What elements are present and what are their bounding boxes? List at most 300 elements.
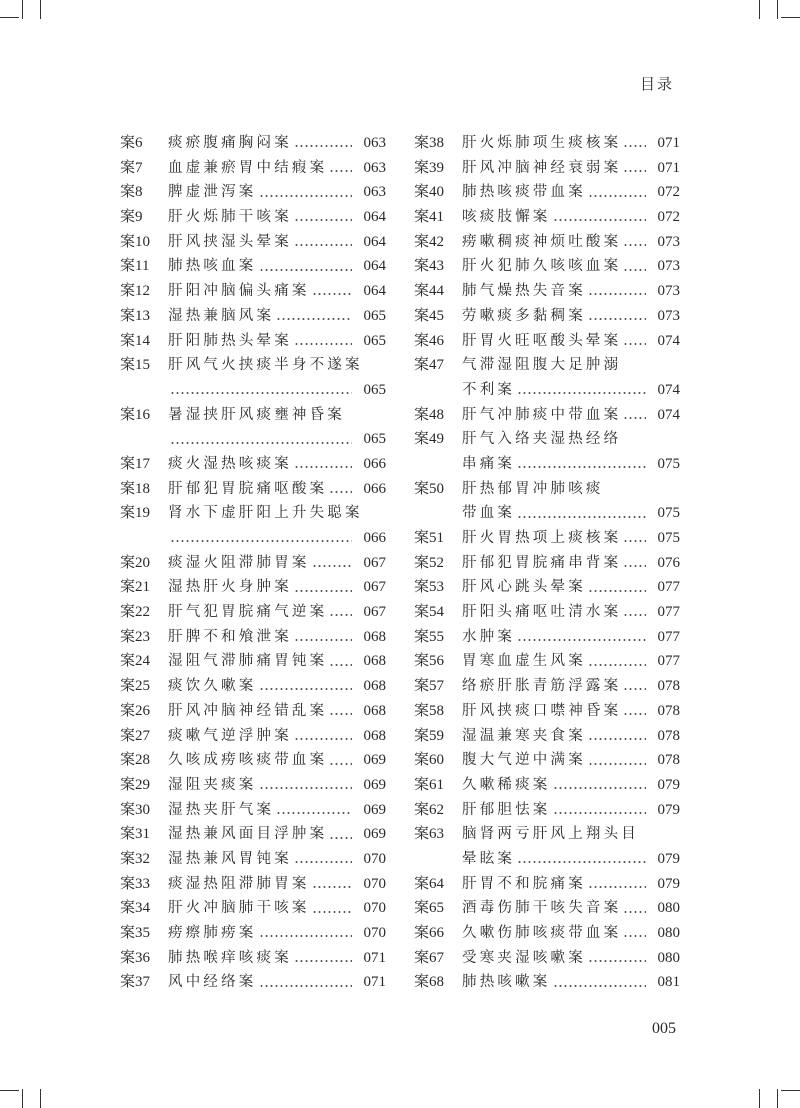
case-number: 案51 bbox=[414, 530, 445, 546]
toc-entry[interactable] bbox=[120, 822, 386, 847]
toc-entry[interactable] bbox=[120, 131, 386, 156]
dot-leader bbox=[588, 664, 646, 666]
toc-entry[interactable] bbox=[414, 625, 680, 650]
case-title: 咳痰肢懈案 bbox=[462, 209, 551, 226]
toc-entry[interactable] bbox=[414, 575, 680, 600]
toc-entry[interactable] bbox=[414, 156, 680, 181]
toc-entry[interactable] bbox=[120, 847, 386, 872]
case-title: 湿热兼脑风案 bbox=[168, 307, 275, 324]
page-ref: 065 bbox=[363, 431, 386, 448]
case-title: 肝郁胆怯案 bbox=[462, 801, 551, 818]
page-ref: 065 bbox=[363, 381, 386, 398]
case-number: 案7 bbox=[120, 159, 143, 176]
page-ref: 073 bbox=[657, 283, 680, 300]
dot-leader bbox=[170, 540, 352, 542]
dot-leader bbox=[312, 886, 352, 888]
case-title: 肝阳冲脑偏头痛案 bbox=[168, 283, 310, 300]
case-number: 案29 bbox=[120, 776, 151, 793]
toc-entry[interactable] bbox=[414, 896, 680, 921]
toc-entry[interactable] bbox=[414, 304, 680, 329]
toc-entry[interactable] bbox=[414, 946, 680, 971]
toc-entry[interactable] bbox=[414, 773, 680, 798]
page-ref: 071 bbox=[657, 159, 680, 176]
case-number: 案31 bbox=[120, 826, 151, 843]
page-ref: 070 bbox=[363, 850, 386, 867]
page-ref: 077 bbox=[657, 628, 680, 645]
toc-column-left bbox=[120, 131, 386, 995]
case-title: 肝气入络夹湿热经络 bbox=[462, 431, 622, 448]
toc-entry[interactable] bbox=[414, 131, 680, 156]
toc-entry-line bbox=[120, 724, 386, 749]
dot-leader bbox=[259, 688, 353, 690]
page-ref: 066 bbox=[363, 455, 386, 472]
dot-leader bbox=[623, 343, 646, 345]
case-title: 痰瘀腹痛胸闷案 bbox=[168, 135, 292, 151]
case-number: 案59 bbox=[414, 727, 445, 744]
toc-entry[interactable] bbox=[120, 649, 386, 674]
dot-leader bbox=[294, 738, 352, 740]
dot-leader bbox=[623, 614, 646, 616]
case-number: 案36 bbox=[120, 949, 151, 966]
toc-entry[interactable] bbox=[120, 452, 386, 477]
toc-entry-line bbox=[120, 649, 386, 674]
dot-leader bbox=[259, 195, 353, 197]
dot-leader bbox=[623, 170, 646, 172]
page-ref: 065 bbox=[363, 332, 386, 349]
crop-mark bbox=[40, 1089, 41, 1108]
dot-leader bbox=[294, 343, 352, 345]
dot-leader bbox=[170, 392, 352, 394]
case-number: 案14 bbox=[120, 332, 151, 349]
toc-entry-line bbox=[120, 131, 386, 156]
toc-entry[interactable] bbox=[120, 304, 386, 329]
toc-entry-line bbox=[414, 279, 680, 304]
case-number: 案68 bbox=[414, 974, 445, 991]
case-number: 案61 bbox=[414, 776, 445, 793]
page-ref: 081 bbox=[657, 974, 680, 991]
page-ref: 076 bbox=[657, 554, 680, 571]
case-number: 案21 bbox=[120, 579, 151, 596]
dot-leader bbox=[517, 639, 646, 641]
case-title: 肝阳头痛呕吐清水案 bbox=[462, 604, 622, 621]
case-number: 案22 bbox=[120, 604, 151, 621]
toc-entry[interactable] bbox=[120, 477, 386, 502]
toc-entry[interactable] bbox=[414, 353, 680, 402]
case-number: 案66 bbox=[414, 925, 445, 941]
dot-leader bbox=[312, 911, 352, 913]
toc-entry-line bbox=[120, 847, 386, 872]
case-number: 案28 bbox=[120, 752, 151, 769]
case-number: 案24 bbox=[120, 653, 151, 670]
case-number: 案30 bbox=[120, 801, 151, 818]
page-number: 005 bbox=[652, 1020, 676, 1037]
case-title: 久咳成痨咳痰带血案 bbox=[168, 752, 328, 769]
case-title: 肾水下虚肝阳上升失聪案 bbox=[168, 505, 363, 522]
dot-leader bbox=[259, 985, 353, 987]
dot-leader bbox=[623, 145, 646, 147]
toc-entry[interactable] bbox=[120, 798, 386, 823]
toc-entry[interactable] bbox=[120, 896, 386, 921]
toc-entry-line bbox=[414, 600, 680, 625]
crop-mark bbox=[759, 1089, 760, 1108]
case-number: 案52 bbox=[414, 554, 445, 571]
dot-leader bbox=[329, 664, 352, 666]
page-ref: 075 bbox=[657, 505, 680, 522]
page-ref: 068 bbox=[363, 727, 386, 744]
toc-entry[interactable] bbox=[120, 180, 386, 205]
toc-entry-line bbox=[414, 946, 680, 971]
toc-entry[interactable] bbox=[414, 822, 680, 871]
toc-entry[interactable] bbox=[414, 699, 680, 724]
toc-entry-line bbox=[414, 872, 680, 897]
toc-entry-line bbox=[414, 921, 680, 946]
page-ref: 066 bbox=[363, 480, 386, 497]
toc-entry[interactable] bbox=[120, 625, 386, 650]
toc-entry-line bbox=[414, 329, 680, 354]
toc-entry[interactable] bbox=[414, 970, 680, 995]
page-ref: 068 bbox=[363, 702, 386, 719]
dot-leader bbox=[517, 861, 646, 863]
toc-entry[interactable] bbox=[414, 477, 680, 526]
page-ref: 068 bbox=[363, 653, 386, 670]
case-number: 案60 bbox=[414, 752, 445, 769]
case-number: 案25 bbox=[120, 678, 151, 695]
dot-leader bbox=[623, 244, 646, 246]
page-ref: 069 bbox=[363, 801, 386, 818]
page-ref: 070 bbox=[363, 900, 386, 917]
case-number: 案27 bbox=[120, 727, 151, 744]
page-ref: 075 bbox=[657, 530, 680, 546]
toc-entry[interactable] bbox=[120, 279, 386, 304]
case-number: 案32 bbox=[120, 850, 151, 867]
toc-entry-line bbox=[120, 304, 386, 329]
toc-entry[interactable] bbox=[414, 649, 680, 674]
dot-leader bbox=[553, 812, 647, 814]
toc-entry[interactable] bbox=[414, 526, 680, 551]
page-ref: 078 bbox=[657, 727, 680, 744]
case-title: 肝胃不和脘痛案 bbox=[462, 875, 586, 892]
toc-entry-line bbox=[120, 921, 386, 946]
case-number: 案53 bbox=[414, 579, 445, 596]
case-title: 久嗽伤肺咳痰带血案 bbox=[462, 925, 622, 941]
case-title: 暑湿挟肝风痰壅神昏案 bbox=[168, 406, 345, 423]
case-number: 案50 bbox=[414, 480, 445, 497]
case-number: 案15 bbox=[120, 357, 151, 374]
page-ref: 073 bbox=[657, 307, 680, 324]
dot-leader bbox=[588, 195, 646, 197]
case-number: 案26 bbox=[120, 702, 151, 719]
case-title: 痰火湿热咳痰案 bbox=[168, 455, 292, 472]
case-title: 痰嗽气逆浮肿案 bbox=[168, 727, 292, 744]
dot-leader bbox=[553, 985, 647, 987]
case-title: 脾虚泄泻案 bbox=[168, 184, 257, 201]
page-ref: 073 bbox=[657, 233, 680, 250]
toc-entry-line bbox=[120, 600, 386, 625]
toc-entry[interactable] bbox=[414, 279, 680, 304]
toc-entry[interactable] bbox=[120, 205, 386, 230]
page-ref: 067 bbox=[363, 554, 386, 571]
page-ref: 064 bbox=[363, 258, 386, 275]
case-number: 案46 bbox=[414, 332, 445, 349]
toc-entry[interactable] bbox=[414, 798, 680, 823]
page-ref: 065 bbox=[363, 307, 386, 324]
toc-entry-line bbox=[414, 822, 680, 847]
toc-entry-line bbox=[120, 773, 386, 798]
toc-entry-line bbox=[120, 822, 386, 847]
toc-entry-line bbox=[414, 724, 680, 749]
dot-leader bbox=[623, 935, 646, 937]
toc-entry-line bbox=[414, 180, 680, 205]
dot-leader bbox=[517, 392, 646, 394]
case-title: 肝风挟痰口噤神昏案 bbox=[462, 702, 622, 719]
toc-entry-line bbox=[120, 946, 386, 971]
toc-entry[interactable] bbox=[414, 748, 680, 773]
case-title: 脑肾两亏肝风上翔头目 bbox=[462, 826, 639, 843]
toc-entry-line bbox=[120, 575, 386, 600]
case-number: 案38 bbox=[414, 135, 445, 151]
toc-entry[interactable] bbox=[120, 230, 386, 255]
case-number: 案23 bbox=[120, 628, 151, 645]
case-title: 肝风冲脑神经错乱案 bbox=[168, 702, 328, 719]
case-title: 肝火烁肺干咳案 bbox=[168, 209, 292, 226]
dot-leader bbox=[588, 293, 646, 295]
toc-entry-line bbox=[120, 353, 386, 378]
page-ref: 077 bbox=[657, 604, 680, 621]
toc-entry[interactable] bbox=[414, 254, 680, 279]
page-ref: 079 bbox=[657, 776, 680, 793]
dot-leader bbox=[170, 442, 352, 444]
case-title: 劳嗽痰多黏稠案 bbox=[462, 307, 586, 324]
dot-leader bbox=[276, 318, 352, 320]
toc-entry[interactable] bbox=[120, 748, 386, 773]
running-header-title: 目录 bbox=[640, 75, 675, 93]
toc-entry[interactable] bbox=[120, 575, 386, 600]
toc-entry[interactable] bbox=[120, 403, 386, 452]
case-title: 肝火犯肺久咳咳血案 bbox=[462, 258, 622, 275]
crop-mark bbox=[0, 1090, 19, 1091]
case-title: 腹大气逆中满案 bbox=[462, 752, 586, 769]
toc-entry-line bbox=[414, 847, 680, 872]
toc-entry[interactable] bbox=[120, 501, 386, 550]
toc-entry-line bbox=[120, 205, 386, 230]
case-number: 案65 bbox=[414, 900, 445, 917]
case-title: 气滞湿阻腹大足肿溺 bbox=[462, 357, 622, 374]
toc-entry-line bbox=[120, 526, 386, 551]
toc-entry-line bbox=[120, 279, 386, 304]
case-number: 案17 bbox=[120, 455, 151, 472]
dot-leader bbox=[553, 787, 647, 789]
case-title: 串痛案 bbox=[462, 455, 516, 472]
crop-mark bbox=[40, 0, 41, 19]
toc-entry[interactable] bbox=[120, 699, 386, 724]
case-number: 案58 bbox=[414, 702, 445, 719]
crop-mark bbox=[22, 0, 23, 19]
toc-entry[interactable] bbox=[414, 180, 680, 205]
toc-entry[interactable] bbox=[414, 427, 680, 476]
toc-entry[interactable] bbox=[414, 674, 680, 699]
case-number: 案41 bbox=[414, 209, 445, 226]
page-ref: 068 bbox=[363, 678, 386, 695]
case-title: 痨嗽稠痰神烦吐酸案 bbox=[462, 233, 622, 250]
case-number: 案20 bbox=[120, 554, 151, 571]
page-ref: 067 bbox=[363, 604, 386, 621]
case-title: 肺热喉痒咳痰案 bbox=[168, 949, 292, 966]
toc-entry-line bbox=[120, 699, 386, 724]
page-ref: 064 bbox=[363, 209, 386, 226]
case-title: 肺热咳嗽案 bbox=[462, 974, 551, 991]
toc-entry-line bbox=[414, 674, 680, 699]
case-title: 肝风心跳头晕案 bbox=[462, 579, 586, 596]
case-title: 湿阻气滞肺痛胃钝案 bbox=[168, 653, 328, 670]
page-ref: 078 bbox=[657, 752, 680, 769]
toc-entry[interactable] bbox=[414, 872, 680, 897]
toc-entry-line bbox=[120, 501, 386, 526]
case-number: 案18 bbox=[120, 480, 151, 497]
case-title: 肝阳肺热头晕案 bbox=[168, 332, 292, 349]
toc-entry-line bbox=[414, 625, 680, 650]
dot-leader bbox=[329, 614, 352, 616]
case-number: 案55 bbox=[414, 628, 445, 645]
case-number: 案67 bbox=[414, 949, 445, 966]
toc-entry-line bbox=[414, 970, 680, 995]
case-number: 案63 bbox=[414, 826, 445, 843]
case-title: 痨瘵肺痨案 bbox=[168, 925, 257, 941]
case-title: 痰饮久嗽案 bbox=[168, 678, 257, 695]
dot-leader bbox=[312, 293, 352, 295]
dot-leader bbox=[259, 787, 353, 789]
case-title: 肝风挟湿头晕案 bbox=[168, 233, 292, 250]
case-number: 案40 bbox=[414, 184, 445, 201]
case-title: 血虚兼瘀胃中结瘕案 bbox=[168, 159, 328, 176]
toc-entry[interactable] bbox=[414, 724, 680, 749]
page-ref: 071 bbox=[363, 949, 386, 966]
toc-entry[interactable] bbox=[120, 551, 386, 576]
page-ref: 071 bbox=[657, 135, 680, 151]
case-title: 带血案 bbox=[462, 505, 516, 522]
dot-leader bbox=[294, 960, 352, 962]
dot-leader bbox=[623, 417, 646, 419]
case-number: 案19 bbox=[120, 505, 151, 522]
toc-entry-line bbox=[414, 452, 680, 477]
dot-leader bbox=[329, 170, 352, 172]
case-number: 案56 bbox=[414, 653, 445, 670]
page-ref: 079 bbox=[657, 875, 680, 892]
case-title: 湿热兼风胃钝案 bbox=[168, 850, 292, 867]
toc-entry-line bbox=[414, 551, 680, 576]
case-number: 案44 bbox=[414, 283, 445, 300]
toc-entry[interactable] bbox=[120, 970, 386, 995]
dot-leader bbox=[623, 565, 646, 567]
page-ref: 069 bbox=[363, 776, 386, 793]
toc-entry[interactable] bbox=[120, 254, 386, 279]
case-number: 案54 bbox=[414, 604, 445, 621]
case-title: 水肿案 bbox=[462, 628, 516, 645]
dot-leader bbox=[588, 960, 646, 962]
toc-entry[interactable] bbox=[414, 921, 680, 946]
page-ref: 077 bbox=[657, 579, 680, 596]
dot-leader bbox=[259, 269, 353, 271]
page-ref: 080 bbox=[657, 925, 680, 941]
toc-entry[interactable] bbox=[414, 551, 680, 576]
page-ref: 079 bbox=[657, 850, 680, 867]
toc-entry[interactable] bbox=[414, 230, 680, 255]
toc-entry-line bbox=[120, 156, 386, 181]
toc-entry[interactable] bbox=[120, 946, 386, 971]
case-title: 肝火冲脑肺干咳案 bbox=[168, 900, 310, 917]
toc-entry[interactable] bbox=[414, 205, 680, 230]
case-title: 肝胃火旺呕酸头晕案 bbox=[462, 332, 622, 349]
case-title: 肝郁犯胃脘痛串背案 bbox=[462, 554, 622, 571]
toc-entry-line bbox=[414, 575, 680, 600]
toc-entry-line bbox=[120, 378, 386, 403]
case-number: 案12 bbox=[120, 283, 151, 300]
toc-entry[interactable] bbox=[414, 403, 680, 428]
case-number: 案8 bbox=[120, 184, 143, 201]
crop-mark bbox=[781, 1090, 800, 1091]
page-ref: 063 bbox=[363, 135, 386, 151]
page-ref: 079 bbox=[657, 801, 680, 818]
case-number: 案16 bbox=[120, 406, 151, 423]
dot-leader bbox=[588, 590, 646, 592]
crop-mark bbox=[781, 17, 800, 18]
dot-leader bbox=[294, 639, 352, 641]
case-number: 案6 bbox=[120, 135, 143, 151]
toc-entry[interactable] bbox=[120, 353, 386, 402]
dot-leader bbox=[329, 491, 352, 493]
case-title: 肝火烁肺项生痰核案 bbox=[462, 135, 622, 151]
page-ref: 064 bbox=[363, 283, 386, 300]
case-title: 肝气犯胃脘痛气逆案 bbox=[168, 604, 328, 621]
toc-entry-line bbox=[414, 403, 680, 428]
toc-entry-line bbox=[120, 674, 386, 699]
dot-leader bbox=[294, 466, 352, 468]
toc-entry-line bbox=[414, 896, 680, 921]
toc-entry-line bbox=[414, 748, 680, 773]
toc-entry-line bbox=[120, 872, 386, 897]
case-number: 案45 bbox=[414, 307, 445, 324]
toc-entry[interactable] bbox=[414, 329, 680, 354]
dot-leader bbox=[294, 219, 352, 221]
dot-leader bbox=[294, 861, 352, 863]
case-title: 肝热郁胃冲肺咳痰 bbox=[462, 480, 604, 497]
page-ref: 066 bbox=[363, 530, 386, 546]
dot-leader bbox=[329, 713, 352, 715]
toc-entry[interactable] bbox=[120, 674, 386, 699]
toc-entry-line bbox=[120, 798, 386, 823]
toc-entry[interactable] bbox=[120, 724, 386, 749]
toc-entry[interactable] bbox=[120, 329, 386, 354]
toc-entry-line bbox=[414, 156, 680, 181]
toc-entry-line bbox=[414, 427, 680, 452]
toc-entry-line bbox=[414, 304, 680, 329]
crop-mark bbox=[777, 1089, 778, 1108]
toc-entry[interactable] bbox=[120, 872, 386, 897]
dot-leader bbox=[623, 911, 646, 913]
toc-entry[interactable] bbox=[120, 600, 386, 625]
page-ref: 074 bbox=[657, 332, 680, 349]
toc-entry-line bbox=[414, 230, 680, 255]
toc-entry-line bbox=[120, 403, 386, 428]
case-number: 案13 bbox=[120, 307, 151, 324]
page-ref: 075 bbox=[657, 455, 680, 472]
toc-entry[interactable] bbox=[120, 156, 386, 181]
toc-entry[interactable] bbox=[120, 921, 386, 946]
toc-entry[interactable] bbox=[120, 773, 386, 798]
dot-leader bbox=[294, 244, 352, 246]
case-title: 肝脾不和飧泄案 bbox=[168, 628, 292, 645]
toc-entry[interactable] bbox=[414, 600, 680, 625]
dot-leader bbox=[259, 935, 353, 937]
